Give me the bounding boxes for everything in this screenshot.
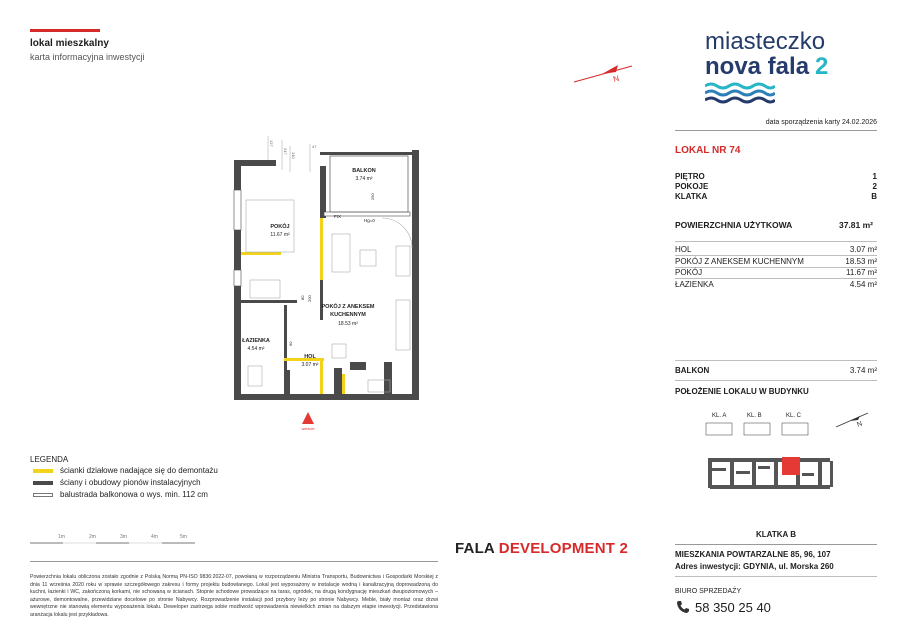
balkon-name: BALKON <box>352 168 376 174</box>
balcony-value: 3.74 m² <box>849 366 877 375</box>
room-row <box>675 257 877 266</box>
divider <box>675 380 877 381</box>
room-row <box>675 268 877 277</box>
phone-number[interactable]: 58 350 25 40 <box>695 600 771 615</box>
detail-value: 2 <box>872 182 877 191</box>
legend-label: balustrada balkonowa o wys. min. 112 cm <box>60 490 208 499</box>
lazienka-area: 4.54 m² <box>247 346 265 352</box>
legend-title: LEGENDA <box>30 455 69 464</box>
room-row <box>675 245 877 254</box>
room-label: POKÓJ <box>675 268 703 277</box>
disclaimer: Powierzchnia lokalu obliczona zostało zgodnie z Polską Normą PN-ISO 9836:2022-07, powołaną w rozporządzeniu Ministra Transportu, Budownictwa i Gospodarki Morskiej z dnia 11 września 2020 roku w sprawie szczegółowego zakresu i formy projektu budowlanego. Lokal jest wyposażony w instalacje wodną i kanalizacyjną doprowadzoną do kuchni, łazienki i WC, zakończoną korkami, nie schowaną w ścianach. Stopnie schodowe prowadzące na taras, ogródek, na drugą kondygnację mieszkań dwupoziomowych – ażurowe, demontowalne, przewidziane docelowe po stronie Nabywcy. Rozprowadzenie instalacji pod przybory leży po stronie Nabywcy. Meble, biały montaż oraz drzwi wewnętrzne nie stanowią elementu wyposażenia lokalu. Deweloper zastrzega sobie możliwość wprowadzenia niewielkich zmian na dalszym etapie inwestycji. Przedstawiona aranżacja lokalu jest przykładowa. <box>30 574 438 618</box>
developer-part1: FALA <box>455 540 495 557</box>
svg-text:247: 247 <box>283 148 288 155</box>
unit-title: LOKAL NR 74 <box>675 145 741 156</box>
site-plan-caption: KLATKA B <box>756 530 796 539</box>
room-label: POKÓJ Z ANEKSEM KUCHENNYM <box>675 257 804 266</box>
balcony-row <box>675 366 877 375</box>
footer-line2: Adres inwestycji: GDYNIA, ul. Morska 260 <box>675 562 834 571</box>
entrance-label: wejście <box>301 426 315 430</box>
fix-label: FIX <box>334 214 342 219</box>
legend-item <box>33 466 218 475</box>
legend-label: ścianki działowe nadające się do demontażu <box>60 466 218 475</box>
legend-item <box>33 478 201 487</box>
legend-swatch-dark <box>33 481 53 485</box>
svg-text:137: 137 <box>269 140 274 147</box>
detail-row <box>675 172 877 181</box>
detail-value: 1 <box>872 172 877 181</box>
divider <box>675 544 877 545</box>
scale-label: 3m <box>120 534 127 540</box>
room-value: 3.07 m² <box>849 245 877 254</box>
developer-logo <box>455 540 628 557</box>
room-value: 18.53 m² <box>845 257 877 266</box>
developer-part2: DEVELOPMENT 2 <box>498 540 629 557</box>
divider <box>675 241 877 242</box>
date-label: data sporządzenia karty 24.02.2026 <box>765 119 877 126</box>
scale-label: 4m <box>151 534 158 540</box>
scale-label: 1m <box>58 534 65 540</box>
room-value: 4.54 m² <box>849 280 877 289</box>
detail-label: KLATKA <box>675 192 708 201</box>
balcony-label: BALKON <box>675 366 710 375</box>
divider <box>675 360 877 361</box>
aneks-name-line2: KUCHENNYM <box>330 312 366 318</box>
svg-text:N: N <box>612 73 621 84</box>
phone-icon <box>676 600 690 614</box>
footer-line1: MIESZKANIA POWTARZALNE 85, 96, 107 <box>675 550 831 559</box>
dim-200: 200 <box>307 295 312 302</box>
legend-item <box>33 490 208 499</box>
pokoj-name: POKÓJ <box>270 224 290 230</box>
balkon-area: 3.74 m² <box>355 176 373 182</box>
page-subtitle: karta informacyjna inwestycji <box>30 52 145 62</box>
scale-label: 2m <box>89 534 96 540</box>
detail-row <box>675 182 877 191</box>
usable-area-value: 37.81 m² <box>838 220 873 230</box>
room-label: HOL <box>675 245 692 254</box>
hol-name: HOL <box>304 354 316 360</box>
scale-label: 5m <box>180 534 187 540</box>
site-plan-drawing <box>700 403 880 523</box>
detail-row <box>675 192 877 201</box>
header-accent-line <box>30 29 100 32</box>
logo-line2: nova fala <box>705 53 810 80</box>
svg-text:140: 140 <box>291 152 296 159</box>
site-plan <box>700 403 880 543</box>
aneks-name-line1: POKÓJ Z ANEKSEM <box>321 304 375 310</box>
legend-label: ściany i obudowy pionów instalacyjnych <box>60 478 201 487</box>
detail-label: POKOJE <box>675 182 709 191</box>
lazienka-name: ŁAZIENKA <box>242 338 270 344</box>
aneks-area: 18.53 m² <box>338 321 358 327</box>
location-title: POŁOŻENIE LOKALU W BUDYNKU <box>675 387 809 396</box>
detail-label: PIĘTRO <box>675 172 705 181</box>
usable-area-row <box>675 220 875 230</box>
entrance-icon <box>302 412 314 424</box>
room-value: 11.67 m² <box>846 268 877 277</box>
site-label-kl-b: KL. B <box>747 413 762 419</box>
divider <box>675 130 877 131</box>
page-title: lokal mieszkalny <box>30 38 109 49</box>
legend-swatch-yellow <box>33 469 53 473</box>
logo <box>705 30 855 104</box>
divider <box>30 561 438 562</box>
site-label-kl-c: KL. C <box>786 413 802 419</box>
pokoj-area: 11.67 m² <box>270 232 290 238</box>
divider <box>675 278 877 279</box>
room-label: ŁAZIENKA <box>675 280 714 289</box>
divider <box>675 255 877 256</box>
svg-text:N: N <box>856 420 864 429</box>
floor-plan <box>224 130 428 430</box>
room-row <box>675 280 877 289</box>
logo-line1: miasteczko <box>705 28 826 55</box>
detail-value: B <box>871 192 877 201</box>
scale-bar <box>30 535 200 547</box>
hol-area: 3.07 m² <box>301 362 319 368</box>
dim-90: 90 <box>288 341 293 346</box>
svg-text:47: 47 <box>312 144 317 149</box>
compass-north-icon <box>572 60 634 90</box>
dim-250: 250 <box>370 193 375 200</box>
office-label: BIURO SPRZEDAŻY <box>675 588 742 595</box>
logo-number: 2 <box>815 53 829 80</box>
dim-80: 80 <box>300 295 305 300</box>
logo-waves-icon <box>705 82 775 104</box>
legend-swatch-rail <box>33 493 53 497</box>
site-label-kl-a: KL. A <box>712 413 727 419</box>
divider <box>675 576 877 577</box>
usable-area-label: POWIERZCHNIA UŻYTKOWA <box>675 220 793 230</box>
hg-label: Hg=0 <box>364 218 375 223</box>
